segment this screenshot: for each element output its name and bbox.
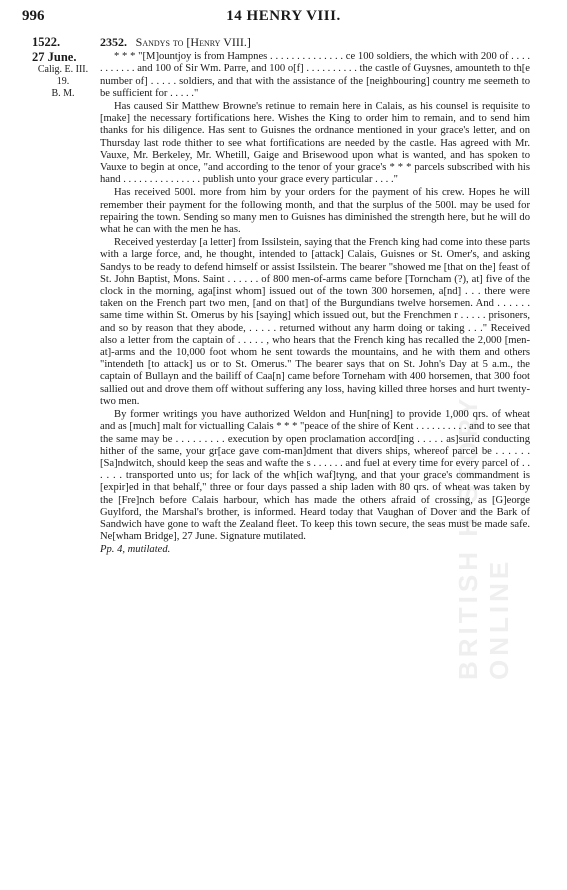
margin-notes [32,36,94,100]
margin-ref-2: 19. [56,76,70,87]
paragraph: Has caused Sir Matthew Browne's retinue to remain here in Calais, as his counsel is requisite to [make] the necessary fortifications here. Wishes the King to order him to remain, and to send him thanks for his diligence. Has sent to Guisnes the ordnance mentioned in your grace's letter, and on Thursday last rode thither to see what fortifications are needed by the castle. Has agreed with Mr. Vauxe, Mr. Berkeley, Mr. Whetill, Gaige and Brisewood upon what is wanted, and has spoken to Vauxe to begin at once, "and according to the tenor of your grace's * * * parcels subscribed with his hand . . . . . . . . . . . . . . . publish unto your grace every particular . . . ." [100,101,530,186]
paragraph: By former writings you have authorized Weldon and Hun[ning] to provide 1,000 qrs. of wheat and as [much] malt for victualling Calais * * * "peace of the shire of Kent . . . . . . . . . . and to see that the same may be . . . . . . . . . execution by open proclamation accord[ing . . . . . as]surid conducting hither of the same, your gr[ace gave com-man]dment that divers ships, whereof parcel be . . . . . . [Sa]ndwitch, should keep the seas and wafte the s . . . . . . and fuel at every time for every parcel of . . . . . . transported unto us; for lack of the wh[ich waf]tyng, and that your grace's commandment is [expir]ed in that behalf," three or four days passed a ship laden with 80 qrs. of wheat was taken by the [Fre]nch before Calais harbour, which has made the others afraid of crossing, as [G]eorge Guylford, the Marshal's brother, is informed. Heard today that Vaughan of Dover and the Bark of Sandwich have gone to waft the Zealand fleet. To keep this town secure, the seas must be made safe. Ne[wham Bridge], 27 June. Signature mutilated. [100,409,531,543]
margin-ref-3: B. M. [51,88,75,99]
entry-title: Sandys to [Henry VIII.] [135,35,251,49]
footnote: Pp. 4, mutilated. [100,544,171,556]
page-title: 14 HENRY VIII. [226,8,341,24]
document-body [100,36,530,558]
margin-year: 1522. [32,35,61,49]
entry-number: 2352. [100,35,127,49]
entry-heading [100,36,530,50]
margin-date: 27 June. [32,50,77,64]
paragraph: * * * "[M]ountjoy is from Hampnes . . . . . . . . . . . . . . ce 100 soldiers, the which with 200 of . . . . . . . . . . . and 100 of Sir Wm. Parre, and 100 o[f] . . . . . . . . . . the castle of Guysnes, amounteth to th[e number of] . . . . . soldiers, and that with the assistance of the [neighbouring] country me seemeth to be sufficient for . . . . ." [100,51,530,99]
page-number: 996 [22,8,45,24]
paragraph: Received yesterday [a letter] from Issilstein, saying that the French king had come into these parts with a large force, and, he thought, intended to [attack] Calais, Guisnes or St. Omer's, and asking Sandys to be ready to defend himself or assist Issilstein. The bearer "showed me [that on the] feast of St. John Baptist, Mons. Saint . . . . . . of 800 men-of-arms came before [Torncham (?), at] five of the clock in the morning, aga[inst whom] issued out of the town 300 horsemen, a[nd] . . . there were taken on the French part two men, [and on that] of the Burgundians twelve horsemen. And . . . . . . same time within St. Omerus by his [saying] which issued out, but the Frenchmen r . . . . . prisoners, and so by reason that they abode, . . . . . returned without any harm doing or taking . . ." Received also a letter from the captain of . . . . . , who hears that the French king has recalled the 2,000 [men-at]-arms and the 10,000 foot whom he sent towards the mountains, and he with them and others "intendeth [to attack] us or to St. Omerus." The bearer says that on St. John's Day at 5 a.m., the captain of Bullayn and the bailiff of Caa[n] came before Torneham with 400 horsemen, that 300 foot sallied out and drove them off without suffering any loss, having killed three horses and hurt twenty-two men. [100,237,530,407]
margin-ref-1: Calig. E. III. [37,64,89,75]
watermark: BRITISH HISTORY ONLINE [453,395,514,680]
paragraph: Has received 500l. more from him by your orders for the payment of his crew. Hopes he will remember their payment for the following month, and that the surplus of the 500l. may be used for repairing the town. Sending so many men to Guisnes has diminished the strength here, but he will do what he can with the men he has. [100,187,530,236]
